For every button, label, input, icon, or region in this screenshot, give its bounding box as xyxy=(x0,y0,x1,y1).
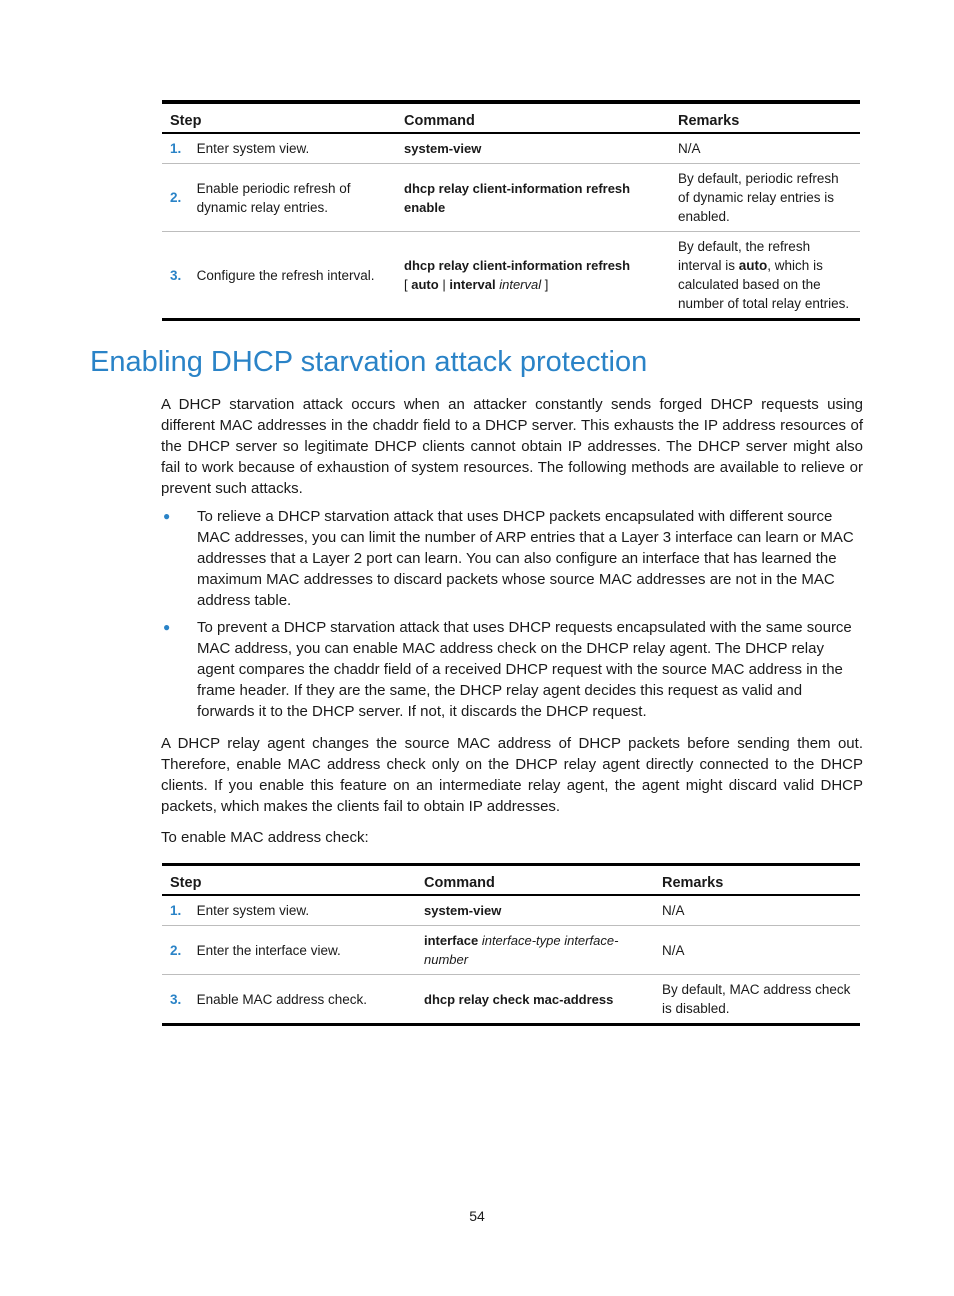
command-keyword: dhcp relay client-information refresh xyxy=(404,258,631,273)
refresh-steps-table xyxy=(162,100,860,321)
remarks-text: By default, the refresh interval is xyxy=(678,239,811,273)
list-item xyxy=(161,506,863,611)
header-step: Step xyxy=(162,102,396,133)
table-row xyxy=(162,975,860,1025)
remarks-text-rest: , which is calculated based on the number of total relay entries. xyxy=(678,258,850,311)
step-description: Enter system view. xyxy=(189,133,396,164)
step-number: 1. xyxy=(162,133,189,164)
table-header-row xyxy=(162,865,860,896)
step-description: Enter system view. xyxy=(189,895,416,926)
section-heading: Enabling DHCP starvation attack protection xyxy=(90,346,648,378)
step-command xyxy=(396,232,670,320)
procedure-intro: To enable MAC address check: xyxy=(161,829,369,846)
step-command: dhcp relay client-information refresh enable xyxy=(396,164,670,232)
table-row xyxy=(162,133,860,164)
bullet-icon: ● xyxy=(163,509,171,523)
step-remarks: By default, MAC address check is disabled. xyxy=(662,982,851,1016)
page-number: 54 xyxy=(469,1208,485,1224)
step-command: system-view xyxy=(416,895,654,926)
mac-check-steps-table xyxy=(162,863,860,1026)
header-command: Command xyxy=(396,102,670,133)
step-number: 1. xyxy=(162,895,189,926)
bullet-text: To prevent a DHCP starvation attack that uses DHCP requests encapsulated with the same source MAC address, you can enable MAC address check on the DHCP relay agent. The DHCP relay agent compares the chaddr field of a received DHCP request with the source MAC address in the frame header. If they are the same, the DHCP relay agent decides this request as valid and forwards it to the DHCP server. If not, it discards the DHCP request. xyxy=(197,619,852,720)
command-argument: interval xyxy=(499,277,542,292)
header-step: Step xyxy=(162,865,416,896)
list-item xyxy=(161,617,863,722)
step-remarks: By default, periodic refresh of dynamic relay entries is enabled. xyxy=(670,164,860,232)
table-row xyxy=(162,895,860,926)
step-remarks: N/A xyxy=(654,926,860,975)
step-command: system-view xyxy=(396,133,670,164)
command-option-interval: interval xyxy=(449,277,496,292)
table-row xyxy=(162,232,860,320)
bullet-text: To relieve a DHCP starvation attack that uses DHCP packets encapsulated with different source MAC addresses, you can limit the number of ARP entries that a Layer 3 interface can learn or MAC addresses that a Layer 2 port can learn. You can also configure an interface that has learned the maximum MAC addresses to discard packets whose source MAC addresses are not in the MAC address table. xyxy=(197,508,854,609)
header-remarks: Remarks xyxy=(654,865,860,896)
step-description: Enable periodic refresh of dynamic relay entries. xyxy=(189,164,396,232)
header-remarks: Remarks xyxy=(670,102,860,133)
step-number: 3. xyxy=(170,991,182,1007)
remarks-keyword: auto xyxy=(738,258,768,273)
step-command xyxy=(416,926,654,975)
step-number: 3. xyxy=(170,267,182,283)
bracket-close: ] xyxy=(544,277,549,292)
step-remarks xyxy=(670,232,860,320)
table-row xyxy=(162,926,860,975)
bracket-open: [ xyxy=(404,277,408,292)
separator-bar: | xyxy=(442,277,446,292)
header-command: Command xyxy=(416,865,654,896)
step-number: 2. xyxy=(162,164,189,232)
step-remarks: N/A xyxy=(670,133,860,164)
command-argument: interface-type interface-number xyxy=(424,933,619,967)
step-command: dhcp relay check mac-address xyxy=(424,991,614,1007)
method-bullet-list xyxy=(161,506,863,728)
intro-paragraph: A DHCP starvation attack occurs when an attacker constantly sends forged DHCP requests using different MAC addresses in the chaddr field to a DHCP server. This exhausts the IP address resources of the DHCP server so legitimate DHCP clients cannot obtain IP addresses. The DHCP server might also fail to work because of exhaustion of system resources. The following methods are available to relieve or prevent such attacks. xyxy=(161,396,863,497)
table-header-row xyxy=(162,102,860,133)
relay-agent-paragraph: A DHCP relay agent changes the source MAC address of DHCP packets before sending them out. Therefore, enable MAC address check only on the DHCP relay agent directly connected to the DHCP clients. If you enable this feature on an intermediate relay agent, the agent might discard valid DHCP packets, which makes the clients fail to obtain IP addresses. xyxy=(161,735,863,815)
step-description: Configure the refresh interval. xyxy=(196,267,375,283)
step-number: 2. xyxy=(162,926,189,975)
command-option-auto: auto xyxy=(411,277,439,292)
table-row xyxy=(162,164,860,232)
step-description: Enter the interface view. xyxy=(189,926,416,975)
step-remarks: N/A xyxy=(654,895,860,926)
step-description: Enable MAC address check. xyxy=(196,991,367,1007)
bullet-icon: ● xyxy=(163,620,171,634)
command-keyword: interface xyxy=(424,933,479,948)
